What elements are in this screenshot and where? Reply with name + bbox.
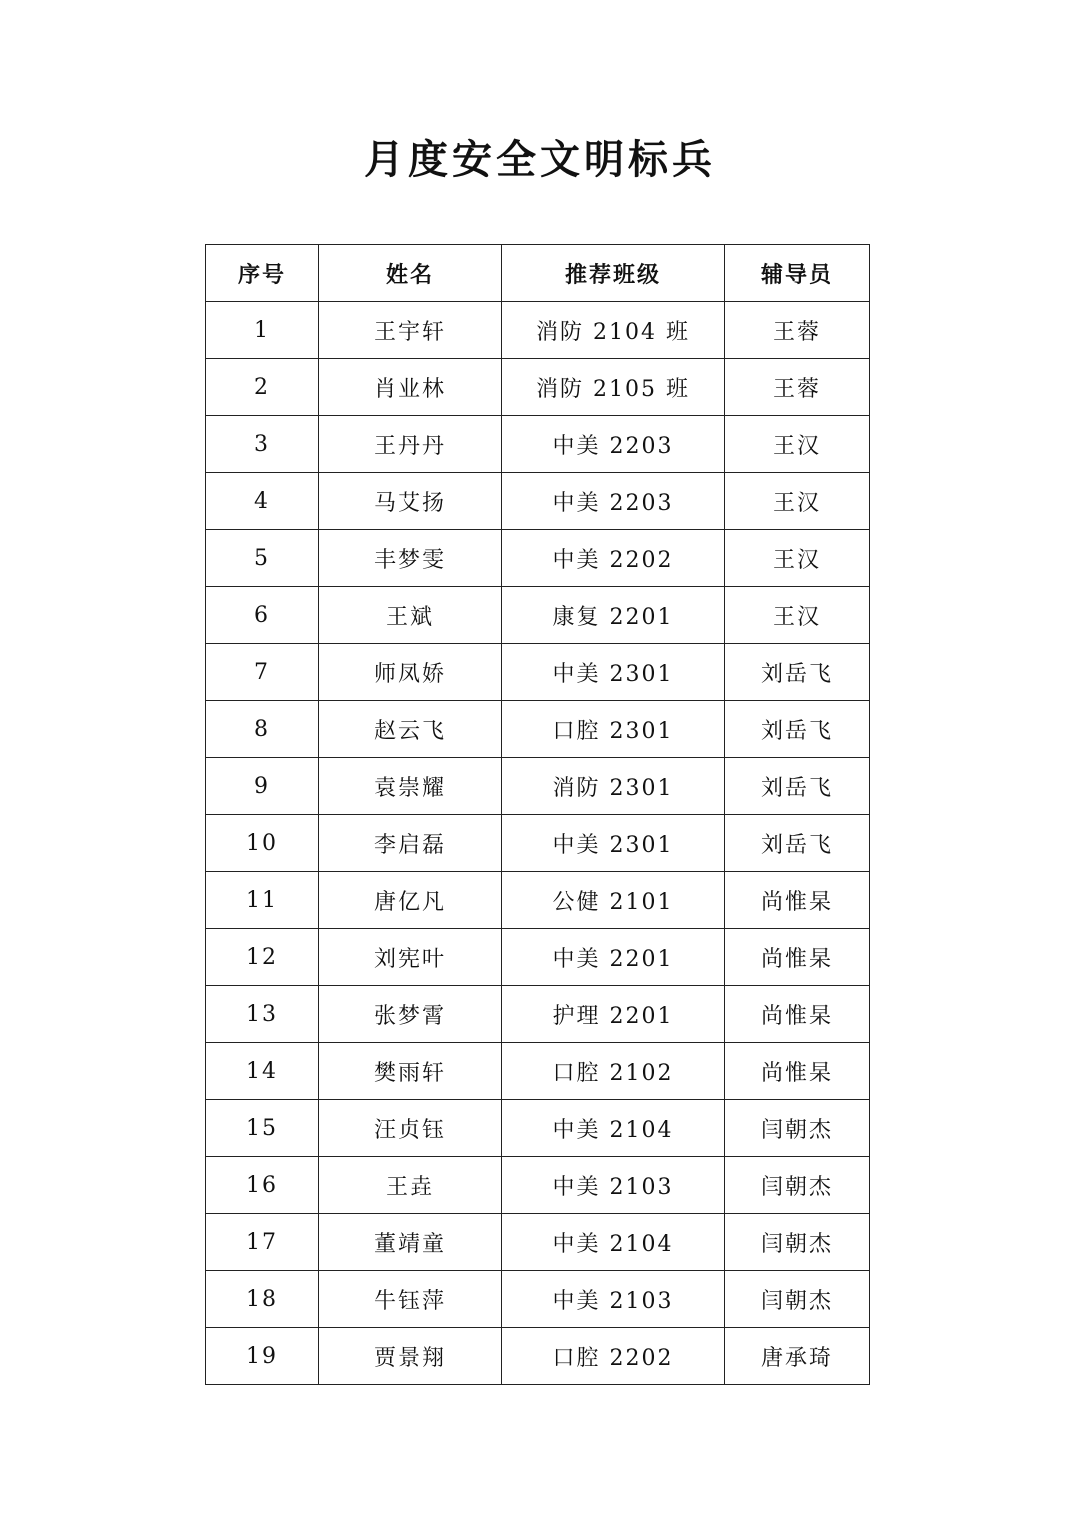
cell-counselor: 闫朝杰 [725,1157,870,1214]
cell-serial-number: 17 [206,1214,319,1271]
table-header-row [206,245,870,302]
cell-recommended-class: 中美 2104 [502,1100,725,1157]
header-counselor: 辅导员 [725,245,870,302]
cell-counselor: 王蓉 [725,359,870,416]
cell-counselor: 尚惟杲 [725,1043,870,1100]
cell-serial-number: 15 [206,1100,319,1157]
table-row [206,359,870,416]
cell-name: 张梦霄 [319,986,502,1043]
cell-name: 肖业林 [319,359,502,416]
table-row [206,416,870,473]
cell-serial-number: 5 [206,530,319,587]
cell-recommended-class: 中美 2103 [502,1157,725,1214]
table-body [206,302,870,1385]
cell-counselor: 王汉 [725,416,870,473]
cell-serial-number: 14 [206,1043,319,1100]
table-row [206,644,870,701]
cell-name: 唐亿凡 [319,872,502,929]
table-row [206,530,870,587]
cell-recommended-class: 口腔 2301 [502,701,725,758]
cell-serial-number: 19 [206,1328,319,1385]
cell-counselor: 王汉 [725,530,870,587]
table-row [206,929,870,986]
cell-name: 王宇轩 [319,302,502,359]
cell-name: 王斌 [319,587,502,644]
table-row [206,1043,870,1100]
cell-recommended-class: 公健 2101 [502,872,725,929]
cell-counselor: 刘岳飞 [725,815,870,872]
cell-recommended-class: 中美 2301 [502,644,725,701]
table-row [206,1157,870,1214]
cell-counselor: 王蓉 [725,302,870,359]
cell-counselor: 刘岳飞 [725,701,870,758]
cell-name: 董靖童 [319,1214,502,1271]
table-row [206,1271,870,1328]
cell-serial-number: 16 [206,1157,319,1214]
cell-counselor: 尚惟杲 [725,872,870,929]
table-row [206,302,870,359]
table-row [206,473,870,530]
honor-roll-table [205,244,870,1385]
table-row [206,1214,870,1271]
cell-serial-number: 10 [206,815,319,872]
cell-counselor: 闫朝杰 [725,1214,870,1271]
cell-counselor: 尚惟杲 [725,986,870,1043]
header-name: 姓名 [319,245,502,302]
cell-recommended-class: 中美 2103 [502,1271,725,1328]
cell-counselor: 闫朝杰 [725,1271,870,1328]
cell-recommended-class: 康复 2201 [502,587,725,644]
table-row [206,1100,870,1157]
cell-counselor: 闫朝杰 [725,1100,870,1157]
cell-serial-number: 12 [206,929,319,986]
cell-name: 贾景翔 [319,1328,502,1385]
cell-name: 樊雨轩 [319,1043,502,1100]
cell-serial-number: 1 [206,302,319,359]
cell-counselor: 尚惟杲 [725,929,870,986]
cell-serial-number: 13 [206,986,319,1043]
cell-name: 袁崇耀 [319,758,502,815]
cell-counselor: 刘岳飞 [725,758,870,815]
cell-recommended-class: 消防 2301 [502,758,725,815]
cell-recommended-class: 中美 2203 [502,473,725,530]
table-row [206,701,870,758]
cell-name: 汪贞钰 [319,1100,502,1157]
cell-counselor: 唐承琦 [725,1328,870,1385]
cell-serial-number: 3 [206,416,319,473]
cell-name: 马艾扬 [319,473,502,530]
cell-recommended-class: 消防 2104 班 [502,302,725,359]
cell-recommended-class: 中美 2104 [502,1214,725,1271]
cell-serial-number: 11 [206,872,319,929]
table-row [206,872,870,929]
table-row [206,587,870,644]
cell-serial-number: 18 [206,1271,319,1328]
table-row [206,1328,870,1385]
cell-serial-number: 8 [206,701,319,758]
cell-recommended-class: 口腔 2202 [502,1328,725,1385]
cell-recommended-class: 中美 2203 [502,416,725,473]
cell-name: 赵云飞 [319,701,502,758]
cell-serial-number: 7 [206,644,319,701]
table-row [206,986,870,1043]
cell-name: 丰梦雯 [319,530,502,587]
cell-serial-number: 6 [206,587,319,644]
cell-recommended-class: 中美 2202 [502,530,725,587]
cell-name: 牛钰萍 [319,1271,502,1328]
cell-serial-number: 2 [206,359,319,416]
cell-name: 刘宪叶 [319,929,502,986]
cell-recommended-class: 消防 2105 班 [502,359,725,416]
cell-counselor: 刘岳飞 [725,644,870,701]
cell-recommended-class: 中美 2301 [502,815,725,872]
table-row [206,815,870,872]
cell-name: 师凤娇 [319,644,502,701]
table-row [206,758,870,815]
cell-name: 王丹丹 [319,416,502,473]
cell-recommended-class: 护理 2201 [502,986,725,1043]
cell-serial-number: 4 [206,473,319,530]
page-title: 月度安全文明标兵 [364,136,716,183]
cell-name: 李启磊 [319,815,502,872]
header-serial-number: 序号 [206,245,319,302]
cell-counselor: 王汉 [725,473,870,530]
cell-recommended-class: 口腔 2102 [502,1043,725,1100]
cell-counselor: 王汉 [725,587,870,644]
header-recommended-class: 推荐班级 [502,245,725,302]
cell-recommended-class: 中美 2201 [502,929,725,986]
cell-name: 王垚 [319,1157,502,1214]
cell-serial-number: 9 [206,758,319,815]
